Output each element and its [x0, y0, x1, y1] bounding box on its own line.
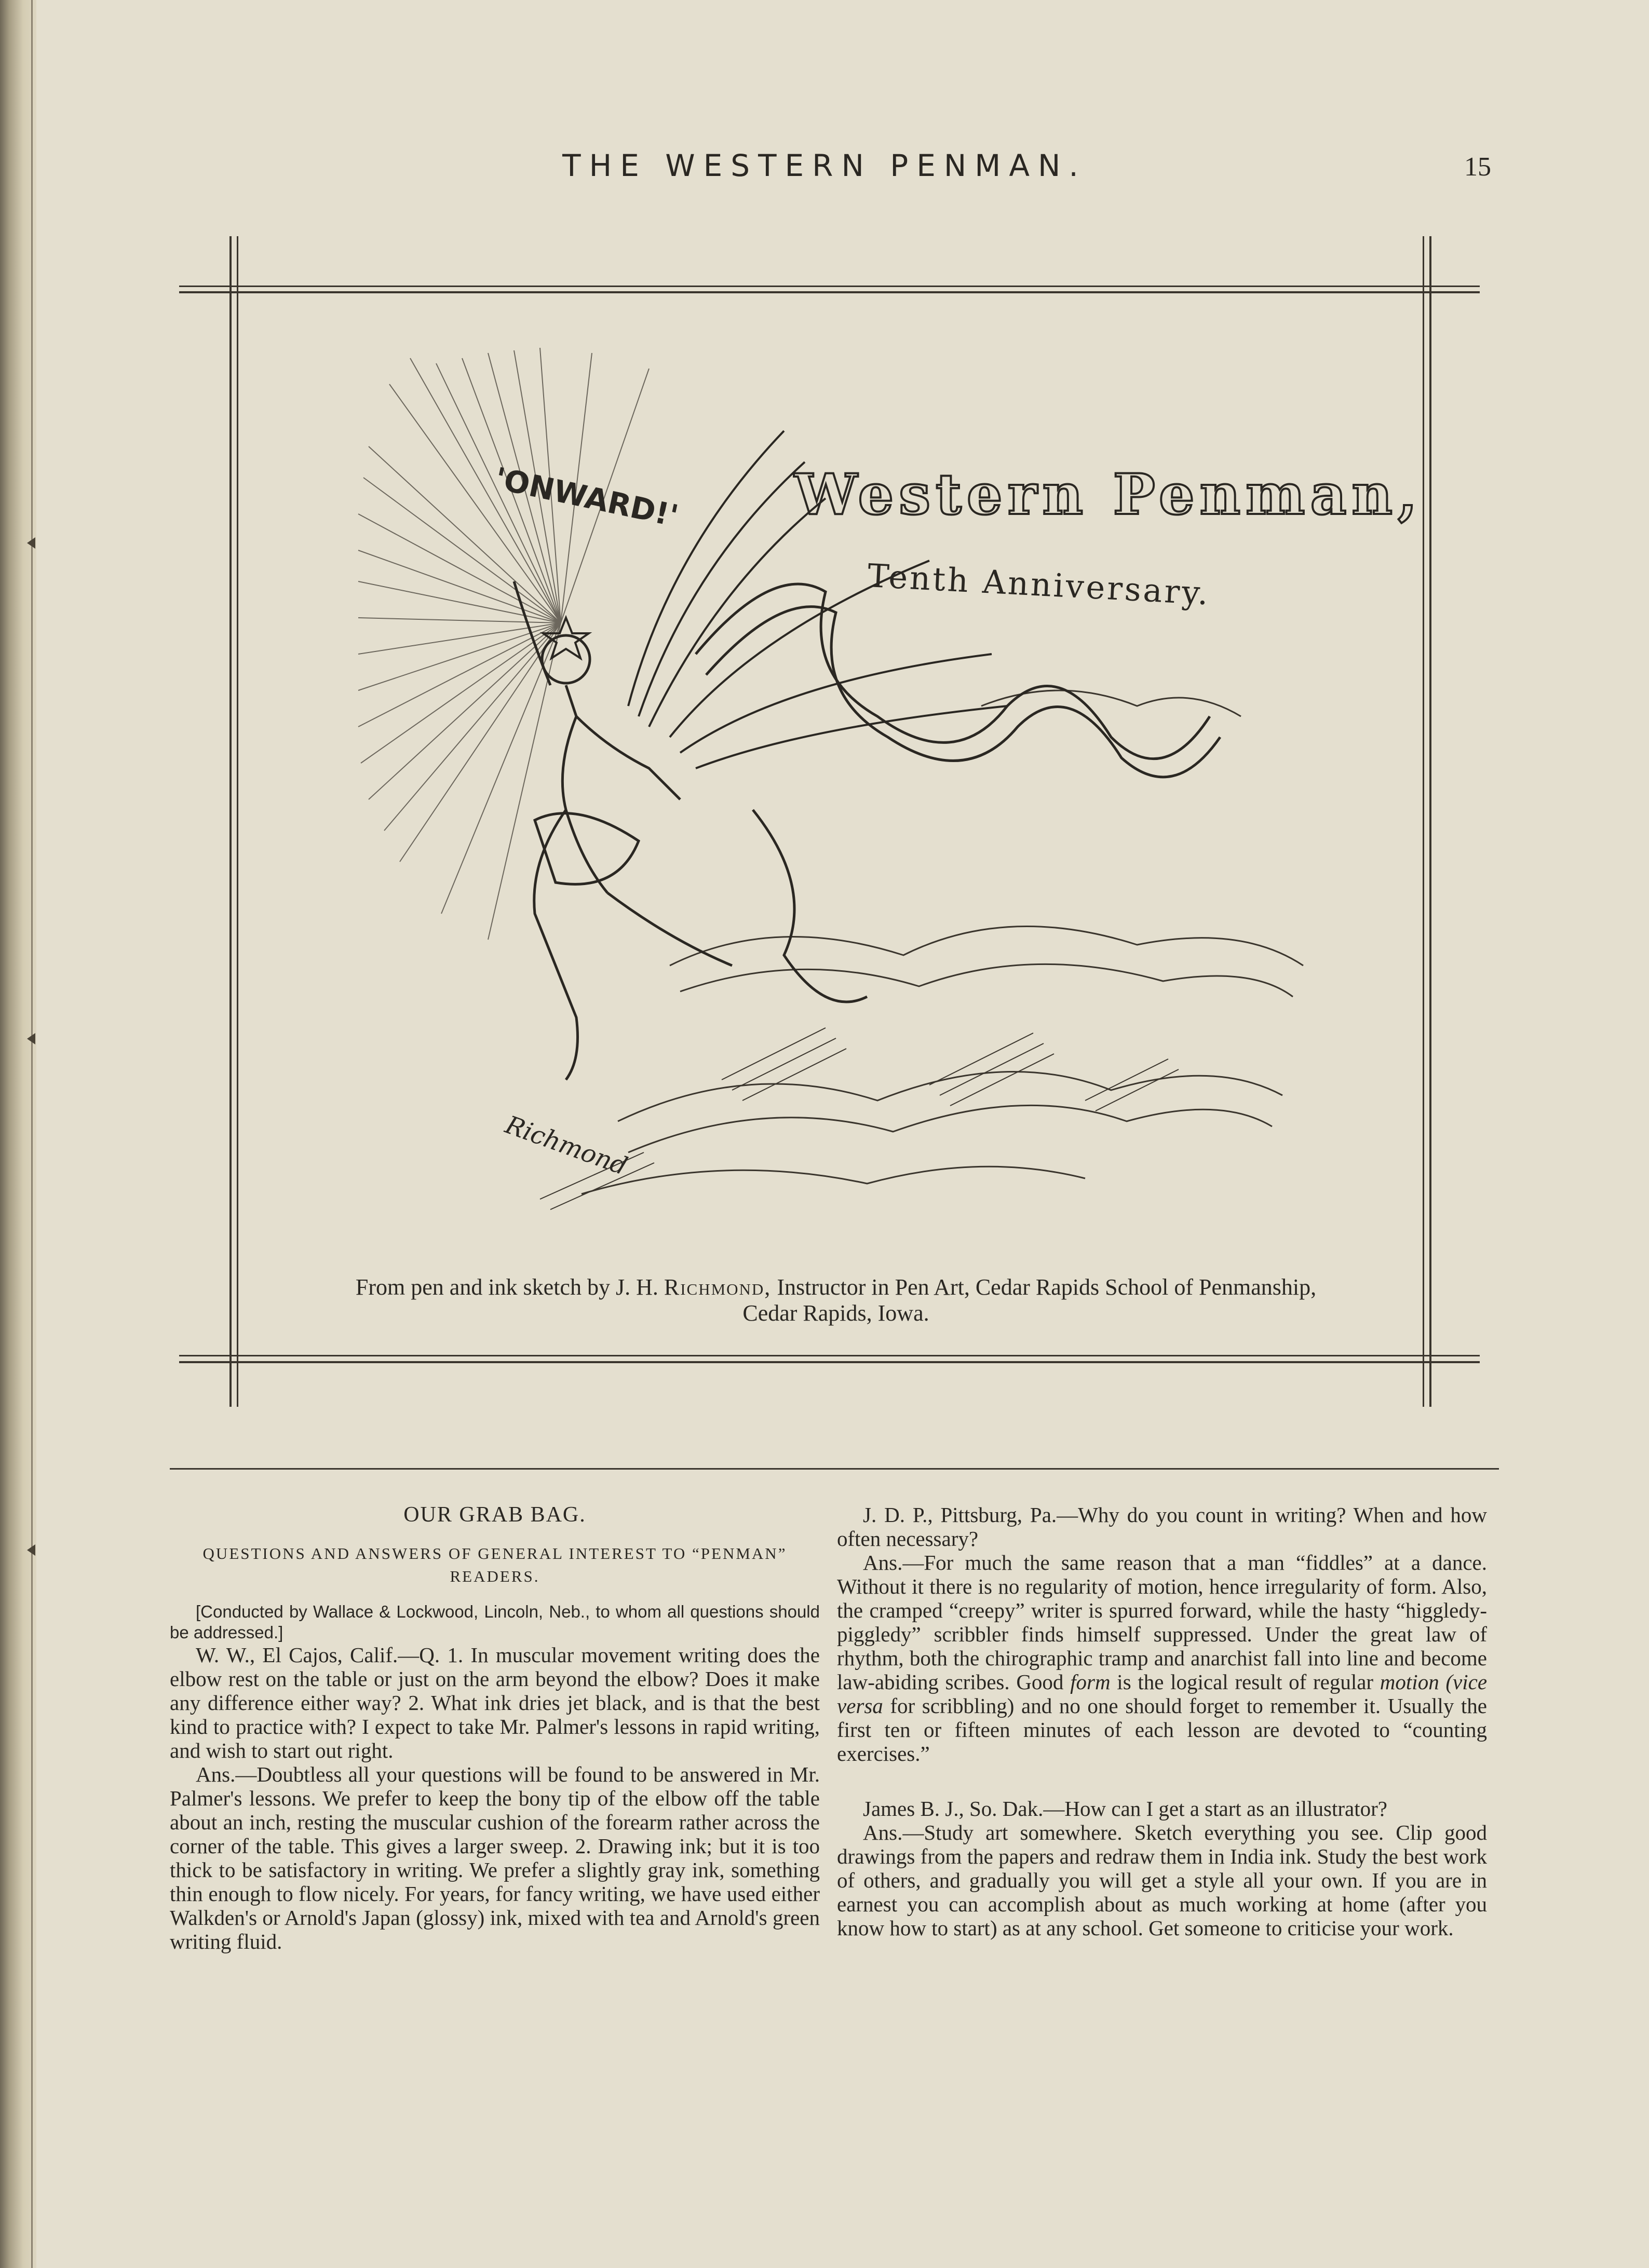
article-title: OUR GRAB BAG. [403, 1503, 586, 1527]
editor-note: [Conducted by Wallace & Lockwood, Lincoln, Neb., to whom all questions should be addressed.] [170, 1602, 820, 1642]
emphasis-motion: motion [1380, 1670, 1439, 1694]
section-divider [170, 1468, 1499, 1470]
star-icon [543, 618, 589, 658]
artist-signature: Richmond [501, 1110, 631, 1181]
emphasis-vice-versa: (vice versa [837, 1670, 1488, 1718]
article-subtitle: QUESTIONS AND ANSWERS OF GENERAL INTEREST TO “PENMAN” READERS. [202, 1544, 787, 1585]
answer-paragraph: Ans.—Study art somewhere. Sketch everything you see. Clip good drawings from the papers and redraw them in India ink. Study the best work of others, and gradually you will get a style all your own. If you are in earnest you can accomplish about as much working at home (after you know how to start) as at any school. Get someone to criticise your work. [837, 1821, 1487, 1940]
caption-rest: Instructor in Pen Art, Cedar Rapids School of Penmanship, [777, 1274, 1317, 1300]
sunburst-rays [358, 348, 649, 940]
page-number: 15 [1464, 152, 1491, 182]
answer-paragraph: Ans.—For much the same reason that a man “fiddles” at a dance. Without it there is no regularity of motion, hence irregularity of form. Also, the cramped “creepy” writer is spurred forward, while the hasty “higgledy-piggledy” scribbler finds himself suppressed. Under the great law of rhythm, both the chirographic tramp and anarchist fall into line and become law-abiding scribes. Good form is the logical result of regular motion (vice versa for scribbling) and no one should forget to remember it. Usually the first ten or fifteen minutes of each lesson are devoted to “counting exercises.” [837, 1551, 1488, 1765]
caption-prefix: From pen and ink sketch by J. H. [355, 1274, 658, 1300]
question-paragraph: J. D. P., Pittsburg, Pa.—Why do you count in writing? When and how often necessary? [837, 1503, 1487, 1551]
caption-location: Cedar Rapids, Iowa. [742, 1300, 929, 1326]
caption-artist: Richmond, [664, 1274, 772, 1300]
subtitle-lettering: Tenth Anniversary. [867, 556, 1211, 613]
column-right [837, 1503, 1487, 1940]
pen-sketch-illustration [358, 343, 1423, 1256]
onward-lettering: 'ONWARD!' [492, 460, 682, 534]
ribbon [696, 584, 1220, 1002]
question-paragraph: W. W., El Cajos, Calif.—Q. 1. In muscular movement writing does the elbow rest on the table or just on the arm beyond the elbow? Does it make any difference either way? 2. What ink dries jet black, and is that the best kind to practice with? I expect to take Mr. Palmer's lessons in rapid writing, and wish to start out right. [170, 1643, 820, 1762]
emphasis-form: form [1070, 1670, 1111, 1694]
answer-paragraph: Ans.—Doubtless all your questions will be found to be answered in Mr. Palmer's lessons. We prefer to keep the bony tip of the elbow off the table about an inch, resting the muscular cushion of the forearm rather across the corner of the table. This gives a larger sweep. 2. Drawing ink; but it is too thick to be satisfactory in writing. We prefer a slightly gray ink, something thin enough to flow nicely. For years, for fancy writing, we have used either Walkden's or Arnold's Japan (glossy) ink, mixed with tea and Arnold's green writing fluid. [170, 1762, 820, 1953]
spine-edge [31, 0, 33, 2268]
running-title: THE WESTERN PENMAN. [562, 148, 1087, 183]
column-left [170, 1503, 820, 1953]
question-paragraph: James B. J., So. Dak.—How can I get a start as an illustrator? [863, 1797, 1387, 1821]
title-lettering: Western Penman, [794, 462, 1423, 527]
illustration-caption [239, 1274, 1433, 1326]
